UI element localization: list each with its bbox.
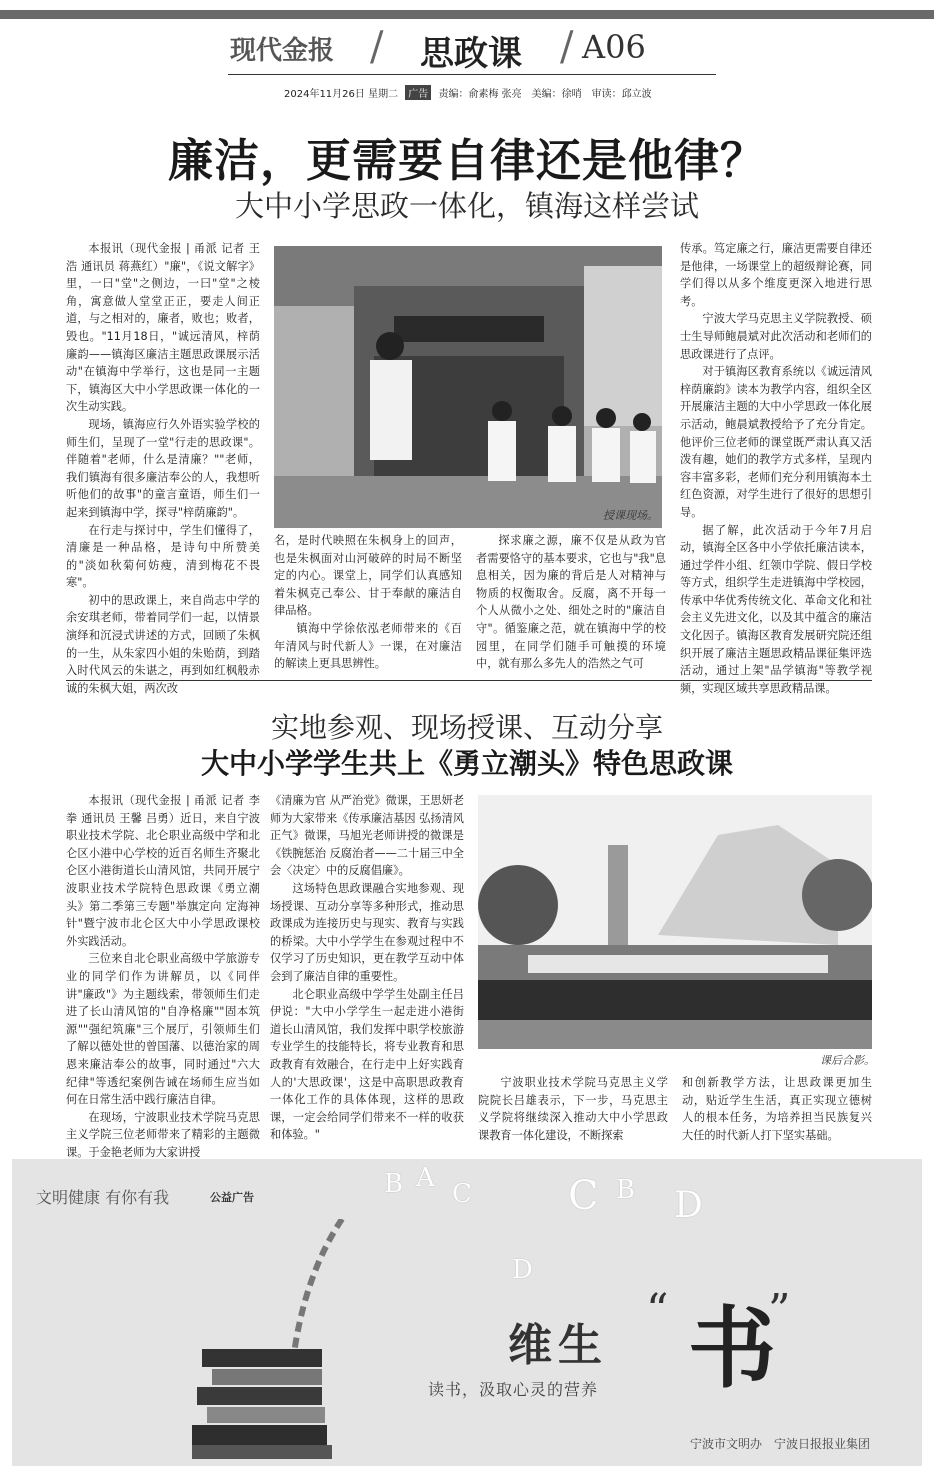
ad-organizers: 宁波市文明办 宁波日报报业集团	[690, 1437, 871, 1451]
paragraph: 三位来自北仑职业高级中学旅游专业的同学们作为讲解员，以《同伴讲"廉政"》为主题线索，带领师生们走进了长山清风馆的"自净格廉""固本筑源""强纪筑廉"三个展厅，引领师生们了解以德处世的曾国藩、以德治家的周恩来廉洁奉公的故事，同时通过"六大纪律"等透纪案例告诫在场师生应当如何在日常生活中践行廉洁自律。	[66, 952, 260, 1107]
article2-headline: 大中小学学生共上《勇立潮头》特色思政课	[200, 747, 733, 780]
page-number: A06	[582, 28, 646, 66]
ad-letter: A	[416, 1163, 435, 1193]
ad-slogan: 文明健康 有你有我	[36, 1188, 170, 1207]
paragraph: 初中的思政课上，来自尚志中学的余安琪老师，带着同学们一起，以情景演绎和沉浸式讲述的方式，回顾了朱枫的一生，从朱家四小姐的朱贻荫，到踏入时代风云的朱谌之，再到如红枫般赤诚的朱枫大姐，两次改	[66, 593, 260, 695]
article2-column-1	[66, 792, 260, 1161]
ad-headline-book: 书	[688, 1296, 777, 1400]
paragraph: 现场，镇海应行久外语实验学校的师生们，呈现了一堂"行走的思政课"。伴随着"老师，什么是清廉？""老师，我们镇海有很多廉洁奉公的人，我想听听他们的故事"的童言童语，师生们一起来到镇海中学，探寻"梓荫廉韵"。	[66, 417, 260, 519]
ad-close-quote: ”	[768, 1285, 791, 1336]
ad-letter: B	[616, 1175, 636, 1205]
masthead-slash: /	[560, 24, 574, 70]
top-bar	[0, 10, 934, 19]
classroom-photo-image	[274, 246, 662, 528]
paragraph: 宁波职业技术学院马克思主义学院院长吕雄表示，下一步，马克思主义学院将继续深入推动大中小学思政课教育一体化建设，不断探索	[478, 1076, 668, 1142]
masthead	[220, 24, 720, 74]
issue-date: 2024年11月26日 星期二	[284, 89, 399, 100]
article2-column-3	[478, 1074, 668, 1144]
masthead-rule	[228, 74, 716, 75]
article1-column-2	[274, 532, 462, 673]
group-photo	[478, 795, 872, 1049]
classroom-photo	[274, 246, 662, 528]
article2-column-2	[270, 792, 464, 1144]
paragraph: 北仑职业高级中学学生处副主任吕伊说："大中小学学生一起走进小港街道长山清风馆，我们发挥中职学校旅游专业学生的技能特长，将专业教育和思政教育有效融合，在行走中上好实践育人的'大思政课'，这是中高职思政教育一体化工作的具体体现，这样的思政课，一定会给同学们带来不一样的收获和体验。"	[270, 987, 464, 1142]
article1-headline: 廉洁，更需要自律还是他律？	[167, 134, 766, 187]
paragraph: 在现场，宁波职业技术学院马克思主义学院三位老师带来了精彩的主题微课。于金艳老师为大家讲授	[66, 1110, 260, 1159]
ad-letter: B	[384, 1169, 404, 1199]
ad-headline: 维生	[508, 1320, 608, 1371]
ad-letter: D	[512, 1255, 533, 1285]
article1-photo-caption: 授课现场。	[603, 509, 658, 522]
ad-letter: D	[674, 1185, 703, 1226]
article1-column-4	[680, 240, 872, 697]
paragraph: 对于镇海区教育系统以《诚远清风 梓荫廉韵》读本为教学内容，组织全区开展廉洁主题的大中小学思政一体化展示活动，鲍晨斌教授给予了充分肯定。他评价三位老师的课堂既严肃认真又活泼有趣，她们的教学方式多样，呈现内容丰富多彩，老师们充分利用镇海本土红色资源，对学生进行了很好的思想引导。	[680, 365, 872, 519]
paragraph: 探求廉之源，廉不仅是从政为官者需要恪守的基本要求，它也与"我"息息相关，因为廉的背后是人对精神与物质的权衡取舍。反腐，离不开每一个人从微小之处、细处之时的"廉洁自守"。循鉴廉之范，就在镇海中学的校园里，在同学们随手可触摸的环境中，就有那么多先人的浩然之气可	[476, 534, 666, 671]
article1-column-3	[476, 532, 666, 673]
public-service-ad	[12, 1159, 922, 1466]
staff-credits: 责编：俞素梅 张亮 美编：徐哨 审读：邱立波	[438, 89, 652, 100]
ad-letter: C	[568, 1173, 599, 1219]
ad-mark: 广告	[405, 85, 431, 100]
paragraph: 名，是时代映照在朱枫身上的回声，也是朱枫面对山河破碎的时局不断坚定的内心。课堂上，同学们认真感知着朱枫克己奉公、甘于奉献的廉洁自律品格。	[274, 534, 462, 618]
ad-subline: 读书，汲取心灵的营养	[428, 1380, 599, 1399]
book-stack-illustration	[192, 1219, 412, 1459]
paragraph: 据了解，此次活动于今年7月启动，镇海全区各中小学依托廉洁读本，通过学件小组、红领巾学院、假日学校等方式，组织学生走进镇海中学校园，传承中华优秀传统文化、革命文化和社会主义先进文化，以及其中蕴含的廉洁文化因子。镇海区教育发展研究院还组织开展了廉洁主题思政精品课征集评选活动，通过上架"品学镇海"等教学视频，实现区域共享思政精品课。	[680, 523, 872, 695]
paragraph: 镇海中学徐依泓老师带来的《百年清风与时代新人》一课，在对廉洁的解读上更具思辨性。	[274, 621, 462, 671]
paragraph: 本报讯（现代金报 | 甬派 记者 王浩 通讯员 蒋燕红）"廉"，《说文解字》里，一曰"堂"之侧边，一曰"堂"之棱角，寓意做人堂堂正正，要走人间正道，与之相对的，廉者，败也；败者，毁也。"11月18日，"诚远清风，梓荫廉韵——镇海区廉洁主题思政课展示活动"在镇海中学举行，这也是同一主题下，镇海区大中小学思政课一体化的一次生动实践。	[66, 242, 260, 414]
article1-column-1	[66, 240, 260, 697]
article1-subheadline: 大中小学思政一体化，镇海这样尝试	[234, 189, 699, 223]
paragraph: 宁波大学马克思主义学院教授、硕士生导师鲍晨斌对此次活动和老师们的思政课进行了点评。	[680, 312, 872, 361]
ad-letter: C	[452, 1179, 472, 1209]
dateline	[284, 85, 652, 100]
group-photo-image	[478, 795, 872, 1049]
article2-photo-caption: 课后合影。	[820, 1054, 875, 1067]
paragraph: 传承。笃定廉之行，廉洁更需要自律还是他律，一场课堂上的超级辩论赛，同学们得以从多个维度更深入地进行思考。	[680, 242, 872, 308]
paragraph: 这场特色思政课融合实地参观、现场授课、互动分享等多种形式，推动思政课成为连接历史与现实、教育与实践的桥梁。大中小学学生在参观过程中不仅学习了历史知识，更在教学互动中体会到了廉洁自律的重要性。	[270, 881, 464, 983]
paper-name: 现代金报	[230, 36, 335, 66]
paragraph: 本报讯（现代金报 | 甬派 记者 李拳 通讯员 王馨 吕勇）近日，来自宁波职业技术学院、北仑职业高级中学和北仑区小港中心学校的近百名师生齐聚北仑区小港街道长山清风馆，共同开展宁波职业技术学院特色思政课《勇立潮头》第二季第三专题"举旗定向 定海神针"暨宁波市北仑区大中小学思政课校外实践活动。	[66, 794, 260, 948]
section-name: 思政课	[420, 34, 522, 74]
article2-column-4	[682, 1074, 872, 1144]
article-divider	[66, 680, 872, 681]
paragraph: 在行走与探讨中，学生们懂得了，清廉是一种品格，是诗句中所赞美的"淡如秋菊何妨瘦，清到梅花不畏寒"。	[66, 523, 260, 590]
paragraph: 和创新教学方法，让思政课更加生动，贴近学生生活，真正实现立德树人的根本任务，为培养担当民族复兴大任的时代新人打下坚实基础。	[682, 1076, 872, 1142]
masthead-slash: /	[370, 24, 384, 70]
paragraph: 《清廉为官 从严治党》微课，王思妍老师为大家带来《传承廉洁基因 弘扬清风正气》微课，马旭光老师讲授的微课是《铁腕惩治 反腐治者——二十届三中全会〈决定〉中的反腐倡廉》。	[270, 794, 464, 878]
ad-tag: 公益广告	[210, 1191, 254, 1204]
ad-open-quote: “	[646, 1285, 669, 1336]
article2-subheadline: 实地参观、现场授课、互动分享	[270, 711, 663, 744]
